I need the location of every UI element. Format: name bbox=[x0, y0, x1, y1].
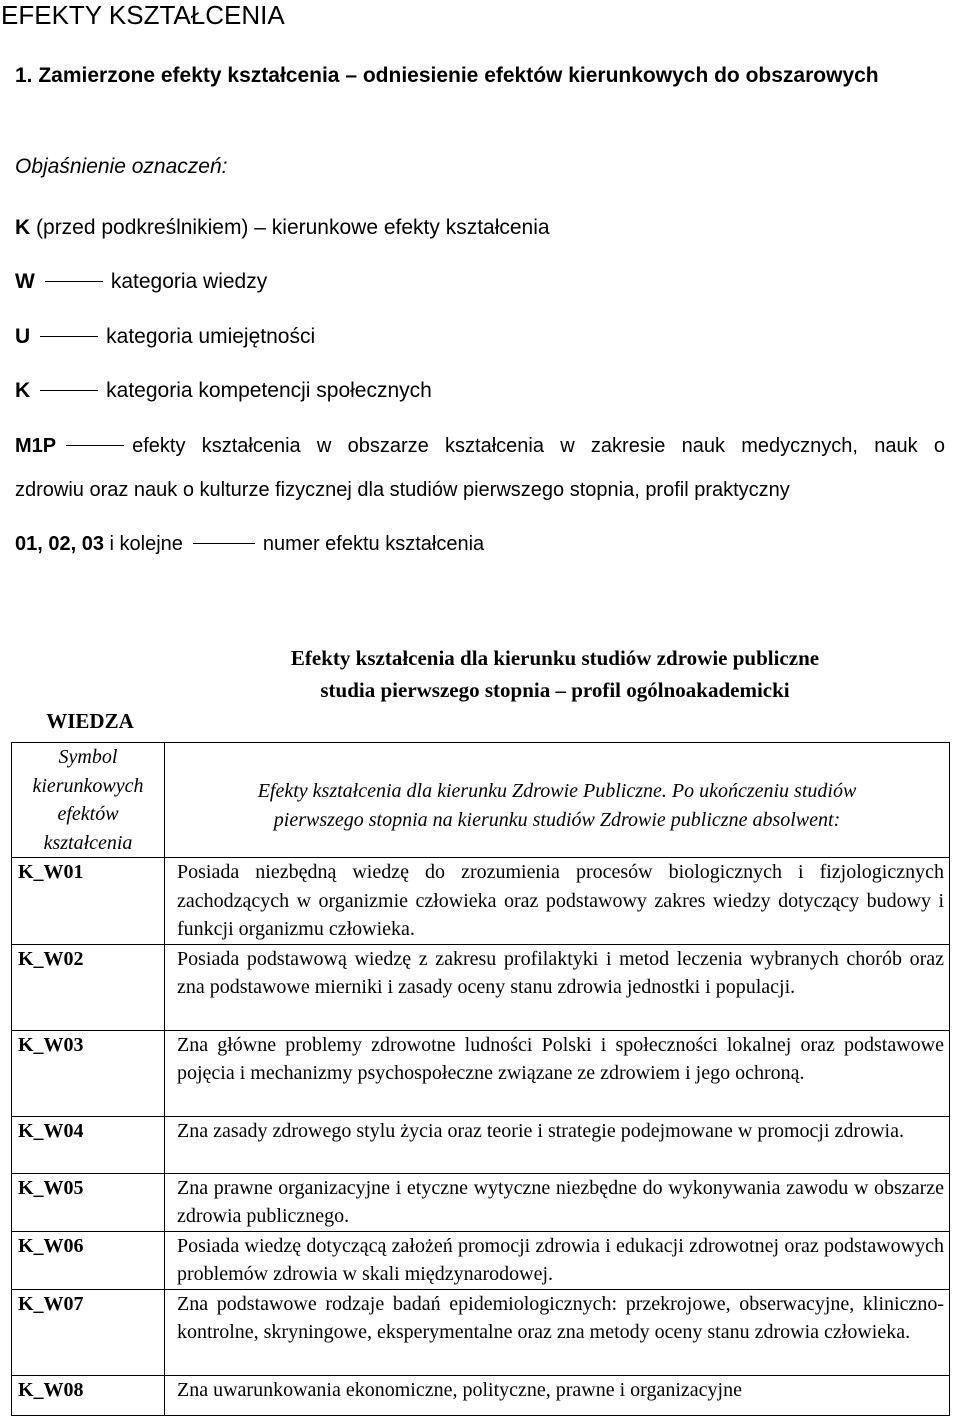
legend-title: Objaśnienie oznaczeń: bbox=[15, 155, 228, 178]
effect-symbol: K_W02 bbox=[12, 944, 165, 1030]
m1p-line1: efekty kształcenia w obszarze kształcenia w zakresie nauk medycznych, nauk o bbox=[132, 435, 945, 457]
header-symbol-line: efektów bbox=[57, 803, 119, 825]
legend-text: kategoria umiejętności bbox=[106, 325, 316, 348]
document-title: EFEKTY KSZTAŁCENIA bbox=[1, 0, 285, 30]
effect-description: Posiada wiedzę dotyczącą założeń promocji zdrowia i edukacji zdrowotnej oraz podstawowych problemów zdrowia w skali międzynarodowej. bbox=[165, 1231, 950, 1289]
effect-description: Zna uwarunkowania ekonomiczne, polityczne, prawne i organizacyjne bbox=[165, 1375, 950, 1415]
effects-table bbox=[11, 742, 950, 1416]
table-title bbox=[165, 642, 945, 706]
table-row bbox=[12, 944, 950, 1030]
dash-separator bbox=[66, 445, 124, 446]
effect-description: Zna zasady zdrowego stylu życia oraz teorie i strategie podejmowane w promocji zdrowia. bbox=[165, 1116, 950, 1173]
header-symbol-line: kierunkowych bbox=[32, 774, 144, 797]
legend-code: 01, 02, 03 bbox=[15, 533, 104, 555]
header-symbol-line: kształcenia bbox=[43, 831, 133, 854]
dash-separator bbox=[40, 336, 98, 337]
dash-separator bbox=[193, 543, 255, 544]
legend-code: W bbox=[15, 270, 35, 293]
legend-text: (przed podkreślnikiem) – kierunkowe efekty kształcenia bbox=[36, 216, 550, 239]
table-title-line1: Efekty kształcenia dla kierunku studiów zdrowie publiczne bbox=[290, 646, 820, 670]
effect-symbol: K_W07 bbox=[12, 1289, 165, 1375]
effect-symbol: K_W05 bbox=[12, 1173, 165, 1231]
table-row bbox=[12, 1231, 950, 1289]
effect-description: Posiada podstawową wiedzę z zakresu profilaktyki i metod leczenia wybranych chorób oraz zna podstawowe mierniki i zasady oceny stanu zdrowia jednostki i populacji. bbox=[165, 944, 950, 1030]
header-description-line: pierwszego stopnia na kierunku studiów Zdrowie publiczne absolwent: bbox=[273, 808, 841, 831]
table-title-line2: studia pierwszego stopnia – profil ogólnoakademicki bbox=[320, 678, 790, 702]
dash-separator bbox=[40, 390, 98, 391]
table-row bbox=[12, 1375, 950, 1415]
header-description-line: Efekty kształcenia dla kierunku Zdrowie Publiczne. Po ukończeniu studiów bbox=[257, 780, 857, 802]
legend-item-w bbox=[15, 268, 267, 296]
effect-description: Zna prawne organizacyjne i etyczne wytyczne niezbędne do wykonywania zawodu w obszarze zdrowia publicznego. bbox=[165, 1173, 950, 1231]
legend-item-numbering bbox=[15, 530, 945, 558]
table-row bbox=[12, 1030, 950, 1116]
legend-text: i kolejne bbox=[109, 533, 183, 555]
legend-code: U bbox=[15, 325, 31, 348]
effect-symbol: K_W03 bbox=[12, 1030, 165, 1116]
effect-description: Posiada niezbędną wiedzę do zrozumienia procesów biologicznych i fizjologicznych zachodzących w organizmie człowieka oraz podstawowy zakres wiedzy dotyczący budowy i funkcji organizmu człowieka. bbox=[165, 858, 950, 945]
legend-item-m1p bbox=[15, 432, 945, 504]
header-description-cell bbox=[165, 743, 950, 858]
effect-symbol: K_W01 bbox=[12, 858, 165, 945]
table-row bbox=[12, 858, 950, 945]
legend-code: M1P bbox=[15, 435, 57, 457]
effect-description: Zna podstawowe rodzaje badań epidemiologicznych: przekrojowe, obserwacyjne, kliniczno-kontrolne, skryningowe, eksperymentalne oraz zna metody oceny stanu zdrowia człowieka. bbox=[165, 1289, 950, 1375]
effect-symbol: K_W04 bbox=[12, 1116, 165, 1173]
m1p-line2: zdrowiu oraz nauk o kulturze fizycznej dla studiów pierwszego stopnia, profil praktyczny bbox=[15, 479, 790, 501]
effect-symbol: K_W08 bbox=[12, 1375, 165, 1415]
legend-item-u bbox=[15, 323, 315, 351]
legend-text: kategoria wiedzy bbox=[110, 270, 268, 293]
table-row bbox=[12, 1289, 950, 1375]
header-symbol-line: Symbol bbox=[58, 746, 118, 768]
legend-text: kategoria kompetencji społecznych bbox=[106, 379, 432, 402]
legend-item-k bbox=[15, 377, 432, 405]
legend-code: K bbox=[15, 379, 31, 402]
table-row bbox=[12, 1173, 950, 1231]
effect-description: Zna główne problemy zdrowotne ludności Polski i społeczności lokalnej oraz podstawowe pojęcia i mechanizmy psychospołeczne związane ze zdrowiem i jego ochroną. bbox=[165, 1030, 950, 1116]
dash-separator bbox=[45, 281, 103, 282]
section-heading: 1. Zamierzone efekty kształcenia – odniesienie efektów kierunkowych do obszarowych bbox=[15, 64, 879, 87]
legend-item-k-prefix bbox=[15, 214, 550, 242]
table-row bbox=[12, 1116, 950, 1173]
effect-symbol: K_W06 bbox=[12, 1231, 165, 1289]
category-label: WIEDZA bbox=[46, 709, 134, 733]
legend-text: numer efektu kształcenia bbox=[262, 533, 485, 555]
legend-code: K bbox=[15, 216, 31, 239]
header-symbol-cell bbox=[12, 743, 165, 858]
table-header-row bbox=[12, 743, 950, 858]
